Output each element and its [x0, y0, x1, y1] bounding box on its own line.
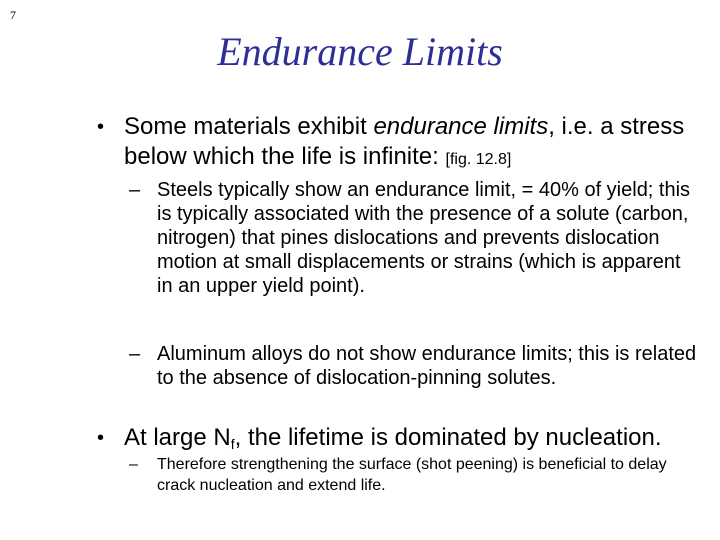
bullet-marker: • [97, 116, 105, 138]
bullet-endurance-limits [97, 112, 709, 175]
sub-bullet-steels [129, 178, 697, 298]
sub-bullet-text: Aluminum alloys do not show endurance limits; this is related to the absence of dislocation-pinning solutes. [157, 343, 697, 389]
slide-title: Endurance Limits [217, 29, 503, 74]
sub-bullet-marker: – [129, 456, 138, 473]
sub-bullet-marker: – [129, 179, 141, 201]
bullet-text: Some materials exhibit [124, 113, 374, 140]
sub-bullet-shot-peening [129, 454, 677, 496]
sub-bullet-aluminum [129, 342, 697, 390]
sub-bullet-text: Therefore strengthening the surface (shot peening) is beneficial to delay crack nucleation and extend life. [157, 456, 667, 494]
bullet-italic-term: endurance limits [373, 113, 549, 140]
slide-number: 7 [10, 8, 16, 22]
bullet-text-continued: , the lifetime is dominated by nucleation. [234, 424, 662, 451]
subscript-f: f [230, 436, 235, 452]
bullet-marker: • [97, 427, 105, 449]
sub-bullet-marker: – [129, 343, 141, 365]
bullet-text-continued: , i.e. a stress below which the life is infinite: [124, 113, 685, 170]
sub-bullet-text: Steels typically show an endurance limit, = 40% of yield; this is typically associated with the presence of a solute (carbon, nitrogen) that pines dislocations and prevents dislocation motion at small displacements or strains (which is apparent in an upper yield point). [157, 179, 691, 297]
bullet-text: At large N [124, 424, 231, 451]
figure-reference: [fig. 12.8] [445, 151, 512, 168]
